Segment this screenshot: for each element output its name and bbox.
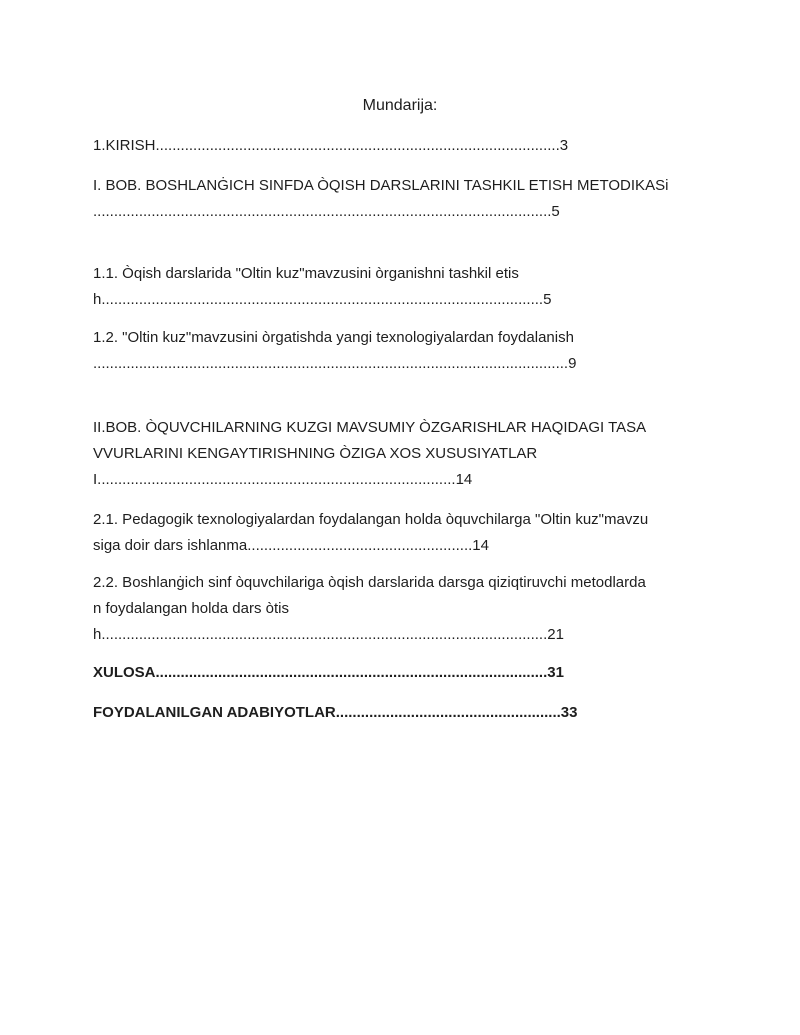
toc-entry-section-1-1: 1.1. Òqish darslarida "Oltin kuz"mavzusini òrganishni tashkil etish..........................................................................................................5 [93,265,552,308]
toc-entry-section-1-2: 1.2. "Oltin kuz"mavzusini òrgatishda yangi texnologiyalardan foydalanish ..................................................................................................................9 [93,329,577,372]
toc-entry-adabiyotlar: FOYDALANILGAN ADABIYOTLAR......................................................33 [93,704,578,721]
toc-entry-section-2-2: 2.2. Boshlanġich sinf òquvchilariga òqish darslarida darsga qiziqtiruvchi metodlardan foydalangan holda dars òtish...........................................................................................................21 [93,574,646,643]
toc-entry-section-2-1: 2.1. Pedagogik texnologiyalardan foydalangan holda òquvchilarga "Oltin kuz"mavzusiga doir dars ishlanma......................................................14 [93,511,649,554]
toc-entry-xulosa: XULOSA..............................................................................................31 [93,664,564,681]
toc-title: Mundarija: [362,97,438,114]
toc-entry-chapter-2: II.BOB. ÒQUVCHILARNING KUZGI MAVSUMIY ÒZGARISHLAR HAQIDAGI TASAVVURLARINI KENGAYTIRISHNING ÒZIGA XOS XUSUSIYATLARI......................................................................................14 [93,419,647,488]
toc-entry-kirish: 1.KIRISH.................................................................................................3 [93,137,569,154]
toc-entry-chapter-1: I. BOB. BOSHLANĠICH SINFDA ÒQISH DARSLARINI TASHKIL ETISH METODIKASi ..............................................................................................................5 [93,177,669,220]
